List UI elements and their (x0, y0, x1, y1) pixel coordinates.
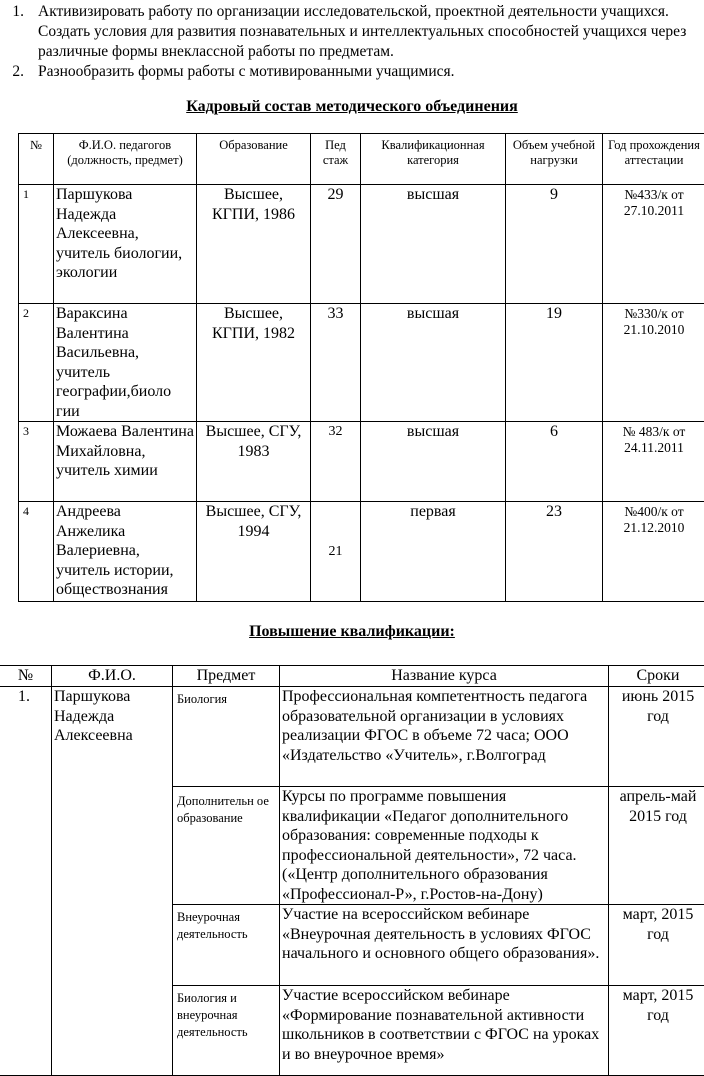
table-row (19, 185, 704, 304)
workload: 19 (506, 304, 603, 422)
list-item (0, 62, 704, 82)
goals-list (0, 2, 704, 82)
workload: 9 (506, 185, 603, 304)
experience: 29 (311, 185, 361, 304)
course-dates: апрель-май 2015 год (609, 787, 704, 905)
teacher-name: Можаева Валентина Михайловна, учитель химии (54, 422, 197, 502)
header-cell: Предмет (173, 666, 280, 687)
list-text: Активизировать работу по организации исследовательской, проектной деятельности учащихся. Создать условия для развития познавательных и интеллектуальных способностей учащихся через различные формы внеклассной работы по предметам. (38, 2, 704, 62)
course-subject: Внеурочная деятельность (173, 905, 280, 986)
education: Высшее, СГУ, 1994 (197, 502, 311, 602)
staff-heading: Кадровый состав методического объединения (0, 98, 704, 116)
header-cell: Ф.И.О. (52, 666, 173, 687)
teacher-name: Паршукова Надежда Алексеевна (52, 687, 173, 1076)
list-number: 1. (0, 2, 38, 62)
attestation: №433/к от 27.10.2011 (603, 185, 704, 304)
attestation: № 483/к от 24.11.2011 (603, 422, 704, 502)
list-number: 2. (0, 62, 38, 82)
course-name: Участие на всероссийском вебинаре «Внеурочная деятельность в условиях ФГОС начального и основного общего образования». (280, 905, 609, 986)
table-row (19, 304, 704, 422)
header-cell: Год прохождения аттестации (603, 134, 704, 185)
course-dates: июнь 2015 год (609, 687, 704, 787)
teacher-name: Андреева Анжелика Валериевна, учитель истории, обществознания (54, 502, 197, 602)
course-name: Курсы по программе повышения квалификации «Педагог дополнительного образования: современные подходы к профессиональной деятельности», 72 часа. («Центр дополнительного образования «Профессионал-Р», г.Ростов-на-Дону) (280, 787, 609, 905)
header-cell: Объем учебной нагрузки (506, 134, 603, 185)
workload: 23 (506, 502, 603, 602)
row-number: 4 (19, 502, 54, 602)
header-cell: Образование (197, 134, 311, 185)
course-name: Участие всероссийском вебинаре «Формирование познавательной активности школьников в соответствии с ФГОС на уроках и во внеурочное время» (280, 986, 609, 1076)
category: первая (361, 502, 506, 602)
header-cell: № (19, 134, 54, 185)
course-subject: Дополнительн ое образование (173, 787, 280, 905)
header-cell: Квалификационная категория (361, 134, 506, 185)
attestation: №330/к от 21.10.2010 (603, 304, 704, 422)
course-dates: март, 2015 год (609, 986, 704, 1076)
staff-table (18, 133, 704, 602)
course-name: Профессиональная компетентность педагога образовательной организации в условиях реализации ФГОС в объеме 72 часа; ООО «Издательство «Учитель», г.Волгоград (280, 687, 609, 787)
header-cell: № (0, 666, 52, 687)
row-number: 1 (19, 185, 54, 304)
list-text: Разнообразить формы работы с мотивированными учащимися. (38, 62, 704, 82)
header-cell: Название курса (280, 666, 609, 687)
list-item (0, 2, 704, 62)
education: Высшее, СГУ, 1983 (197, 422, 311, 502)
table-header-row (0, 666, 704, 687)
header-cell: Пед стаж (311, 134, 361, 185)
header-cell: Сроки (609, 666, 704, 687)
row-number: 3 (19, 422, 54, 502)
table-row (19, 502, 704, 602)
course-dates: март, 2015 год (609, 905, 704, 986)
category: высшая (361, 185, 506, 304)
category: высшая (361, 304, 506, 422)
category: высшая (361, 422, 506, 502)
education: Высшее, КГПИ, 1982 (197, 304, 311, 422)
teacher-name: Вараксина Валентина Васильевна, учитель географии,биоло гии (54, 304, 197, 422)
table-row (19, 422, 704, 502)
row-number: 2 (19, 304, 54, 422)
attestation: №400/к от 21.12.2010 (603, 502, 704, 602)
table-row (0, 687, 704, 787)
table-header-row (19, 134, 704, 185)
row-number: 1. (0, 687, 52, 1076)
course-subject: Биология (173, 687, 280, 787)
course-subject: Биология и внеурочная деятельность (173, 986, 280, 1076)
workload: 6 (506, 422, 603, 502)
header-cell: Ф.И.О. педагогов (должность, предмет) (54, 134, 197, 185)
qualification-table (0, 665, 704, 1076)
experience: 32 (311, 422, 361, 502)
experience: 21 (311, 502, 361, 602)
experience: 33 (311, 304, 361, 422)
qualification-heading: Повышение квалификации: (0, 623, 704, 641)
teacher-name: Паршукова Надежда Алексеевна, учитель биологии, экологии (54, 185, 197, 304)
education: Высшее, КГПИ, 1986 (197, 185, 311, 304)
